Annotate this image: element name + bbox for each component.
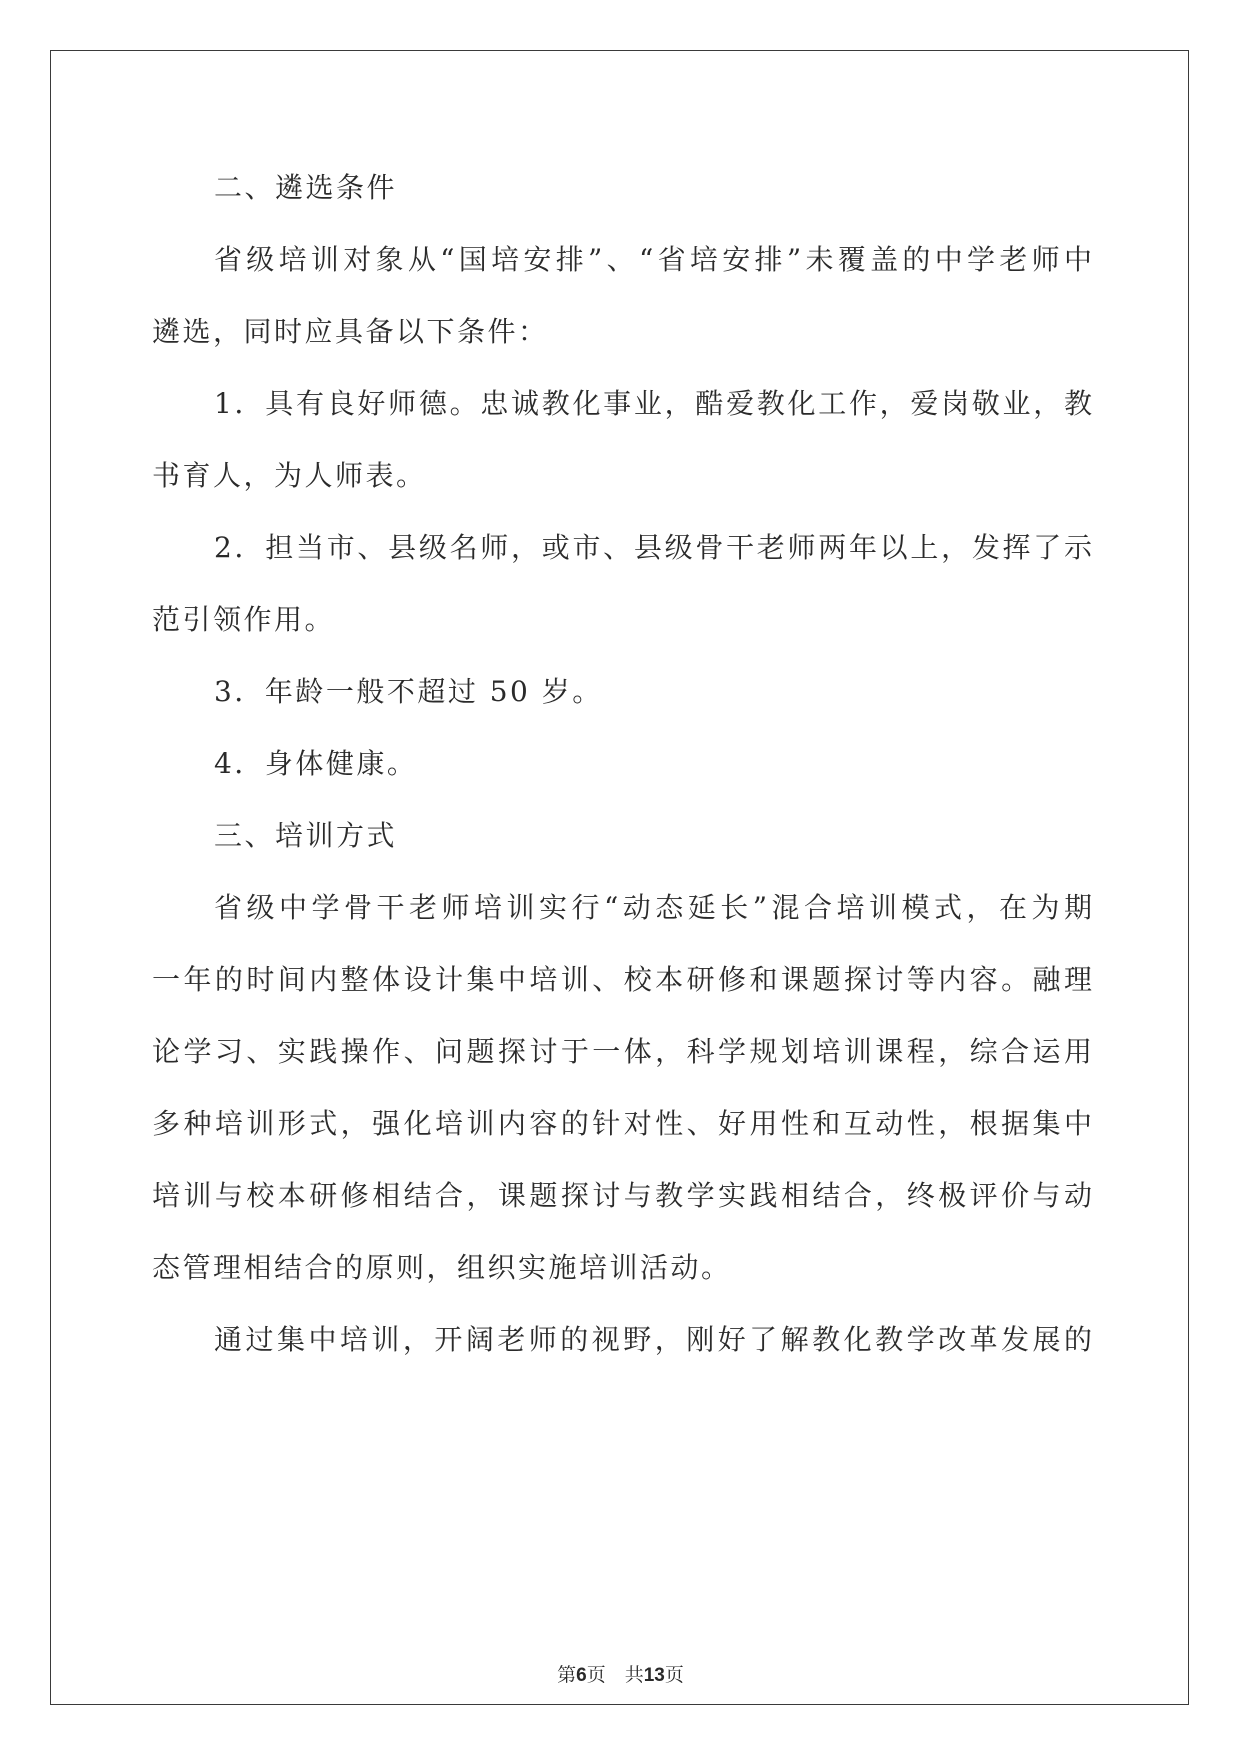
paragraph-line: 一年的时间内整体设计集中培训、校本研修和课题探讨等内容。融理: [152, 963, 1092, 996]
paragraph-line: 遴选，同时应具备以下条件：: [152, 315, 549, 348]
paragraph-line: 省级培训对象从“国培安排”、“省培安排”未覆盖的中学老师中: [214, 243, 1092, 276]
paragraph-line: 书育人，为人师表。: [152, 459, 427, 492]
paragraph-line: 1．具有良好师德。忠诚教化事业，酷爱教化工作，爱岗敬业，教: [214, 387, 1092, 420]
paragraph-line: 态管理相结合的原则，组织实施培训活动。: [152, 1251, 732, 1284]
footer-prefix: 第: [557, 1664, 577, 1686]
paragraph-line: 论学习、实践操作、问题探讨于一体，科学规划培训课程，综合运用: [152, 1035, 1092, 1068]
paragraph-line: 多种培训形式，强化培训内容的针对性、好用性和互动性，根据集中: [152, 1107, 1092, 1140]
section-heading: 二、遴选条件: [214, 171, 398, 204]
paragraph-line: 3．年龄一般不超过 50 岁。: [214, 675, 603, 708]
page-border: [50, 50, 1189, 1705]
paragraph-line: 范引领作用。: [152, 603, 336, 636]
paragraph-line: 4．身体健康。: [214, 747, 418, 780]
page-footer: [0, 1660, 1241, 1687]
section-heading: 三、培训方式: [214, 819, 398, 852]
footer-suffix: 页: [664, 1664, 684, 1686]
paragraph-line: 培训与校本研修相结合，课题探讨与教学实践相结合，终极评价与动: [152, 1179, 1092, 1212]
page-total: 13: [643, 1665, 665, 1686]
page-number: 6: [576, 1665, 587, 1686]
paragraph-line: 通过集中培训，开阔老师的视野，刚好了解教化教学改革发展的: [214, 1323, 1092, 1356]
footer-mid: 页 共: [586, 1664, 644, 1686]
paragraph-line: 省级中学骨干老师培训实行“动态延长”混合培训模式，在为期: [214, 891, 1092, 924]
paragraph-line: 2．担当市、县级名师，或市、县级骨干老师两年以上，发挥了示: [214, 531, 1092, 564]
